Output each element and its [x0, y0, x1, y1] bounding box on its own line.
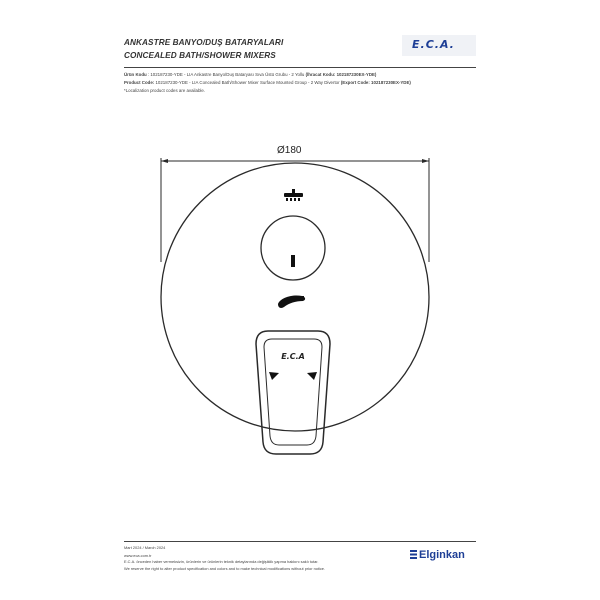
diverter-indicator — [291, 255, 295, 267]
urun-label: Ürün Kodu — [124, 72, 147, 77]
eca-logo-text: E.C.A. — [412, 38, 455, 51]
product-label: Product Code: — [124, 80, 155, 85]
footer-website[interactable]: www.eca.com.tr — [124, 553, 152, 558]
elginkan-mark-icon — [410, 550, 417, 559]
dimension-arrow-right — [422, 159, 429, 163]
diameter-label: Ø180 — [277, 145, 302, 156]
title-english: CONCEALED BATH/SHOWER MIXERS — [124, 51, 276, 60]
footer-divider — [124, 541, 476, 542]
footer-notice-tr: E.C.A. önceden haber vermeksizin, ürünlerin ve ürünlerin teknik detaylarında değişiklik yapma hakkını saklı tutar. — [124, 559, 319, 564]
lever-grip-left — [269, 372, 279, 380]
title-turkish: ANKASTRE BANYO/DUŞ BATARYALARI — [124, 38, 284, 47]
footer-notice-en: We reserve the right to alter product specification and colors and to make technical modifications without prior notice. — [124, 566, 326, 571]
dimension-arrow-left — [161, 159, 168, 163]
shower-head-icon — [284, 189, 303, 201]
urun-text: : 102187230-YDE - LIA Ankastre Banyo/Duş Bataryası Sıva Üstü Grubu - 2 Yollu — [147, 72, 305, 77]
elginkan-text: Elginkan — [419, 549, 465, 561]
elginkan-logo — [410, 549, 465, 561]
lever-grip-right — [307, 372, 317, 380]
diverter-knob — [261, 216, 325, 280]
export-label: (Export Code: 102187230EX-YDE) — [340, 80, 411, 85]
handle-logo: E.C.A — [281, 352, 305, 361]
dimension-line — [161, 158, 429, 262]
product-text: 102187230-YDE - LIA Concealed Bath/Shower Mixer Surface Mounted Group - 2 Way Divertor — [155, 80, 340, 85]
ihracat-label: (İhracat Kodu: 102187230EX-YDE) — [305, 72, 377, 77]
localization-note: *Localization product codes are available. — [124, 88, 206, 93]
footer-date: Mart 2024 / March 2024 — [124, 545, 166, 550]
